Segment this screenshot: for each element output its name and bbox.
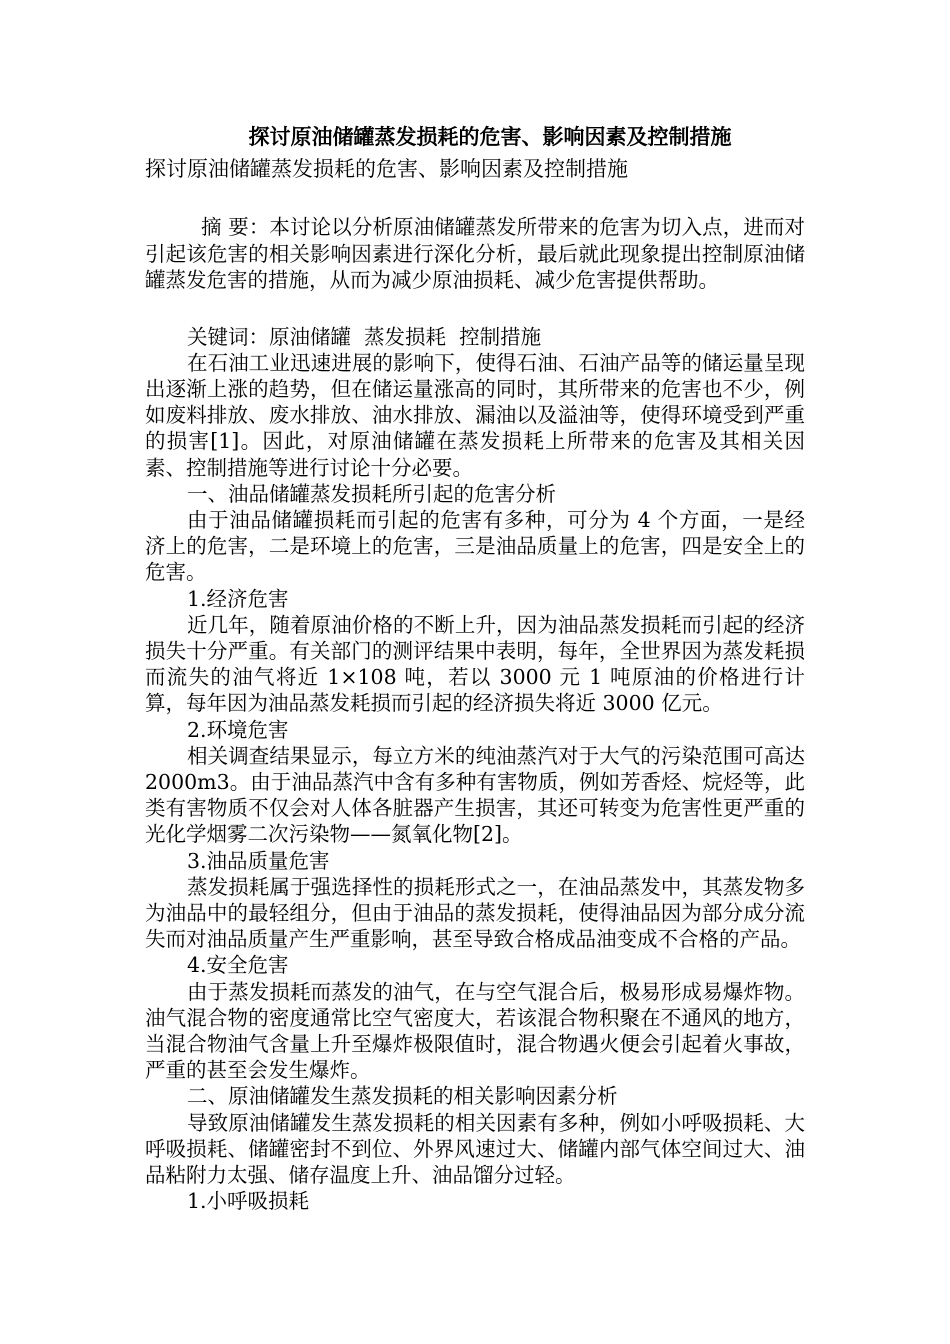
subsection-heading: 2.环境危害 [187, 717, 289, 742]
section-heading: 一、油品储罐蒸发损耗所引起的危害分析 [187, 481, 556, 506]
document-page [145, 120, 805, 1214]
body-paragraph: 在石油工业迅速进展的影响下，使得石油、石油产品等的储运量呈现出逐渐上涨的趋势，但在储运量涨高的同时，其所带来的危害也不少，例如废料排放、废水排放、油水排放、漏油以及溢油等，使得环境受到严重的损害[1]。因此，对原油储罐在蒸发损耗上所带来的危害及其相关因素、控制措施等进行讨论十分必要。 [145, 350, 805, 480]
document-subtitle: 探讨原油储罐蒸发损耗的危害、影响因素及控制措施 [145, 157, 628, 181]
section-heading: 二、原油储罐发生蒸发损耗的相关影响因素分析 [187, 1084, 618, 1109]
body-paragraph: 导致原油储罐发生蒸发损耗的相关因素有多种，例如小呼吸损耗、大呼吸损耗、储罐密封不到位、外界风速过大、储罐内部气体空间过大、油品粘附力太强、储存温度上升、油品馏分过轻。 [145, 1110, 805, 1187]
subsection-heading: 1.经济危害 [187, 586, 289, 611]
subsection-heading: 3.油品质量危害 [187, 848, 330, 873]
body-paragraph: 近几年，随着原油价格的不断上升，因为油品蒸发损耗而引起的经济损失十分严重。有关部门的测评结果中表明，每年，全世界因为蒸发耗损而流失的油气将近 1×108 吨，若以 3000 元 1 吨原油的价格进行计算，每年因为油品蒸发耗损而引起的经济损失将近 3000 亿元。 [145, 612, 805, 716]
body-paragraph: 由于蒸发损耗而蒸发的油气，在与空气混合后，极易形成易爆炸物。油气混合物的密度通常比空气密度大，若该混合物积聚在不通风的地方，当混合物油气含量上升至爆炸极限值时，混合物遇火便会引起着火事故，严重的甚至会发生爆炸。 [145, 979, 805, 1083]
subsection-heading: 4.安全危害 [187, 953, 289, 978]
body-paragraph: 相关调查结果显示，每立方米的纯油蒸汽对于大气的污染范围可高达 2000m3。由于油品蒸汽中含有多种有害物质，例如芳香烃、烷烃等，此类有害物质不仅会对人体各脏器产生损害，其还可转变为危害性更严重的光化学烟雾二次污染物——氮氧化物[2]。 [145, 743, 805, 847]
abstract-paragraph: 摘 要：本讨论以分析原油储罐蒸发所带来的危害为切入点，进而对引起该危害的相关影响因素进行深化分析，最后就此现象提出控制原油储罐蒸发危害的措施，从而为减少原油损耗、减少危害提供帮助。 [145, 215, 805, 292]
subsection-heading: 1.小呼吸损耗 [187, 1189, 310, 1214]
body-paragraph: 蒸发损耗属于强选择性的损耗形式之一，在油品蒸发中，其蒸发物多为油品中的最轻组分，但由于油品的蒸发损耗，使得油品因为部分成分流失而对油品质量产生严重影响，甚至导致合格成品油变成不合格的产品。 [145, 874, 805, 952]
keywords-line: 关键词：原油储罐 蒸发损耗 控制措施 [187, 324, 542, 349]
document-title: 探讨原油储罐蒸发损耗的危害、影响因素及控制措施 [248, 125, 732, 149]
body-paragraph: 由于油品储罐损耗而引起的危害有多种，可分为 4 个方面，一是经济上的危害，二是环境上的危害，三是油品质量上的危害，四是安全上的危害。 [145, 507, 805, 585]
